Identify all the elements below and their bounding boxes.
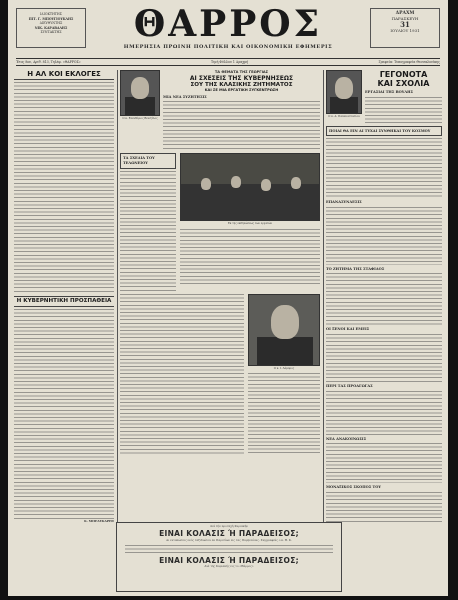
headline-elections: Η ΑΛ ΚΟΙ ΕΚΛΟΓΕΣ (14, 70, 114, 80)
issue-box (370, 8, 440, 48)
right-portrait-photo (326, 70, 362, 114)
promo-banner (116, 522, 342, 592)
lower-section (120, 294, 320, 454)
person-face (291, 177, 301, 189)
left-column (14, 70, 114, 523)
right-subhead-6: ΜΟΝΑΞΙΚΟΣ ΣΚΟΠΟΣ ΤΟΥ (326, 485, 381, 490)
price-label: ΔΡΑΧΜ (395, 11, 415, 16)
right-column (326, 70, 442, 522)
center-column (120, 70, 320, 454)
banner-text (125, 545, 333, 555)
dateline-center: Τιμή Φύλλου 1 Δραχμή (211, 60, 249, 64)
portrait-body (330, 97, 358, 114)
article-text (326, 492, 442, 522)
article-text (120, 294, 244, 454)
column-divider (323, 70, 324, 522)
portrait-photo-lower (248, 294, 320, 366)
lead-headline-2: ΣΟΥ ΤΗΣ ΚΛΑΣΙΚΗΣ ΖΗΤΗΜΑΤΟΣ (190, 81, 293, 88)
portrait-body (125, 97, 155, 116)
banner-body: Αι εντυπώσεις ενός ταξιδιώτου εκ Παρισίων εις τας Πυρηναίους. Συγγραφεύς ο κ. Θ. Κ. (166, 537, 292, 542)
lead-headline-1: ΑΙ ΣΧΕΣΕΙΣ ΤΗΣ ΚΥΒΕΡΝΗΣΕΩΣ (189, 74, 294, 82)
publisher-line: ΔΙΕΥΘΥΝΤΗΣ (39, 21, 63, 26)
lower-text-block (120, 294, 244, 454)
article-text (326, 391, 442, 435)
right-subhead-5: ΝΕΑ ΑΝΑΚΟΙΝΩΣΙΣ (326, 436, 367, 441)
article-text (14, 82, 114, 292)
right-kicker: ΕΡΓΑΣΙΑΙ ΤΗΣ ΒΟΥΛΗΣ (365, 90, 414, 94)
right-headline-block (365, 70, 442, 123)
newspaper-subtitle: ΗΜΕΡΗΣΙΑ ΠΡΩΙΝΗ ΠΟΛΙΤΙΚΗ ΚΑΙ ΟΙΚΟΝΟΜΙΚΗ ΕΦΗΜΕΡΙΣ (123, 44, 333, 50)
newspaper-name: ΘΑΡΡΟΣ (133, 3, 323, 45)
right-subhead-3: ΟΙ ΞΕΝΟΙ ΚΑΙ ΕΜΕΙΣ (326, 327, 370, 332)
headline-events: ΓΕΓΟΝΟΤΑ (379, 70, 428, 79)
banner-top-note: Διά τήν προσεχή Κυριακήν (209, 524, 249, 528)
article-text (14, 309, 114, 519)
headline-comments: ΚΑΙ ΣΧΟΛΙΑ (377, 79, 430, 88)
article-text (163, 101, 320, 149)
issue-date-number: 31 (400, 20, 410, 30)
article-text (248, 373, 320, 453)
article-signature: Κ. ΜΠΕΛΕΚΑΡΗΣ (84, 519, 114, 523)
portrait-lower-caption: Ο κ. Ι. Λάμπρος (273, 366, 295, 370)
portrait-face (271, 305, 299, 339)
middle-section (120, 153, 320, 290)
article-text (326, 207, 442, 265)
person-face (261, 179, 271, 191)
portrait-face (335, 77, 353, 99)
newspaper-page (8, 0, 448, 596)
right-subhead-1: ΕΠΑΝΑΣΥΝΔΕΣΙΣ (326, 200, 362, 205)
person-face (231, 176, 241, 188)
publisher-line: ΙΔΙΟΚΤΗΤΗΣ (40, 12, 62, 16)
banner-title-1: ΕΙΝΑΙ ΚΟΛΑΣΙΣ Ή ΠΑΡΑΔΕΙΣΟΣ; (159, 528, 299, 538)
article-text (326, 138, 442, 198)
center-story-box (326, 126, 442, 137)
right-portrait-caption: Ο κ. Α. Παπαναστασίου (328, 115, 360, 118)
publisher-line: ΠΙΤ. Γ. ΜΠΟΥΓΙΟΥΚΛΗΣ (28, 16, 74, 21)
lead-subhead: ΜΙΑ ΝΕΑ ΣΥΖΗΤΗΣΙΣ (163, 94, 207, 99)
publisher-line: ΝΙΚ. ΚΑΡΑΒΑΛΗΣ (34, 25, 68, 30)
article-text (180, 229, 320, 285)
issue-month-year: ΙΟΥΛΙΟΥ 1931 (390, 28, 420, 34)
publisher-box (16, 8, 86, 48)
column-divider (117, 70, 118, 522)
dateline-right: Γραφεία: Τυπογραφεία Θεσσαλονίκης (378, 60, 440, 64)
banner-bottom-note: Διά της Κυριακής εις το «Θάρρος» (204, 563, 254, 568)
issue-day: ΠΑΡΑΣΚΕΥΗ (391, 15, 419, 21)
group-photo-caption: Εκ της εκδηλώσεως των εργατών (227, 222, 273, 226)
portrait-photo (120, 70, 160, 116)
sidebar-headline-box (120, 153, 176, 168)
portrait-body (257, 337, 313, 366)
dateline-left: Έτος 8ον, Αριθ. 813, Τηλέφ. «ΘΑΡΡΟΣ» (16, 60, 81, 64)
right-top (326, 70, 442, 123)
portrait-face (131, 77, 149, 99)
person-face (201, 178, 211, 190)
center-story-headline: ΠΟΙΑΙ ΘΑ ΕΙΝ ΑΙ ΤΥΧΑΙ ΣΥΝΘΗΚΑΙ ΤΟΥ ΚΟΣΜΟΥ (329, 128, 431, 133)
article-text (326, 273, 442, 325)
banner-title-2: ΕΙΝΑΙ ΚΟΛΑΣΙΣ Ή ΠΑΡΑΔΕΙΣΟΣ; (159, 555, 299, 565)
portrait-block-lower (248, 294, 320, 454)
article-text (120, 171, 176, 291)
sidebar-story (120, 153, 176, 290)
right-subhead-4: ΠΕΡΙ ΤΑΣ ΠΡΟΑΓΩΓΑΣ (326, 383, 373, 388)
lead-story (120, 70, 320, 149)
article-text (365, 97, 442, 123)
masthead (103, 4, 353, 50)
crowd (181, 184, 319, 220)
headline-government-effort: Η ΚΥΒΕΡΝΗΤΙΚΗ ΠΡΟΣΠΑΘΕΙΑ (14, 296, 114, 307)
right-subhead-2: ΤΟ ΖΗΤΗΜΑ ΤΗΣ ΣΤΑΦΙΔΟΣ (326, 266, 385, 271)
portrait-block (120, 70, 160, 149)
portrait-caption: Ο κ. Ελευθέριος Βενιζέλος (122, 117, 158, 120)
lead-headline-block (163, 70, 320, 149)
group-photo-block (180, 153, 320, 290)
article-text (326, 443, 442, 483)
lead-headline-3: ΚΑΙ ΣΕ ΜΙΑ ΕΡΓΑΤΙΚΗ ΣΥΓΚΕΝΤΡΩΣΗ (204, 88, 279, 93)
right-portrait-block (326, 70, 362, 123)
article-text (326, 334, 442, 382)
dateline (16, 58, 440, 66)
group-photo (180, 153, 320, 221)
publisher-line: ΣΥΝΤΑΚΤΗΣ (40, 30, 62, 35)
sidebar-headline: ΤΑ ΣΧΕΔΙΑ ΤΟΥ ΤΕΛΩΝΕΙΟΥ (123, 156, 155, 165)
lead-kicker: ΤΑ ΘΕΜΑΤΑ ΤΗΣ ΓΕΩΡΓΙΑΣ (214, 70, 269, 74)
